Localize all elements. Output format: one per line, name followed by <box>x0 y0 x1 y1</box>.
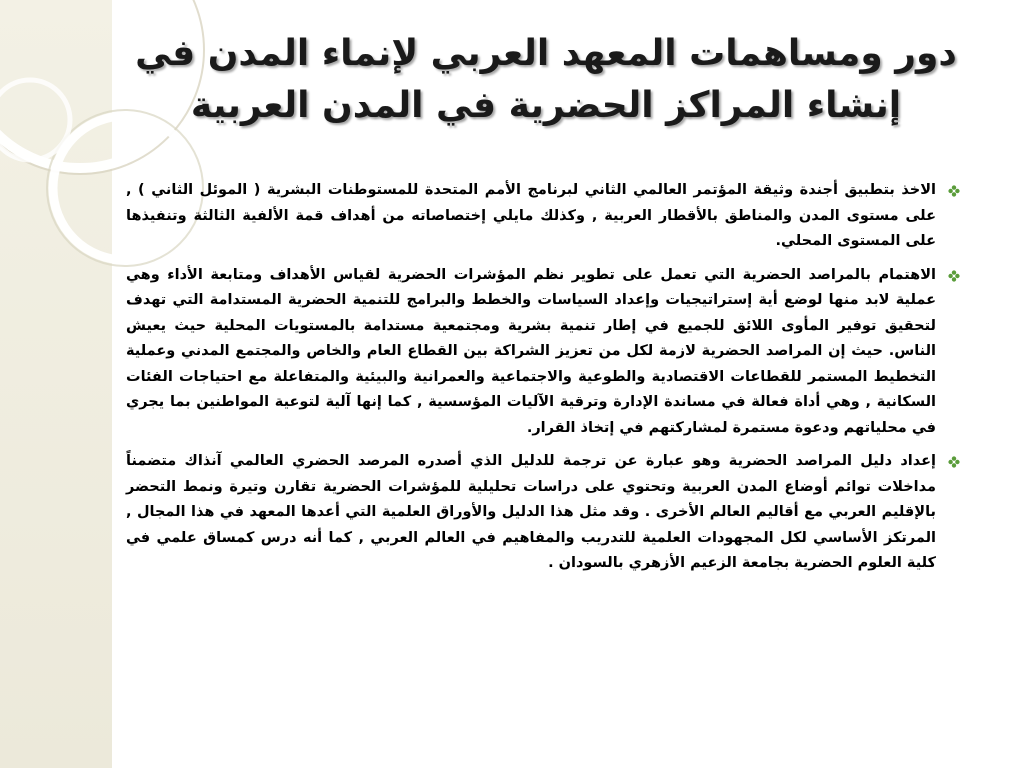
bullet-item-2 <box>126 263 962 442</box>
diamond-flower-bullet-icon <box>948 185 960 197</box>
bullet-text-2: الاهتمام بالمراصد الحضرية التي تعمل على تطوير نظم المؤشرات الحضرية لقياس الأهداف ومتابعة الأداء وهي عملية لابد منها لوضع أية إستراتيجيات وإعداد السياسات والخطط والبرامج للتنمية الحضرية المستدامة التي تهدف لتحقيق توفير المأوى اللائق للجميع في إطار تنمية بشرية ومجتمعية مستدامة بالمستويات المحلية حيث يعيش الناس. حيث إن المراصد الحضرية لازمة لكل من تعزيز الشراكة بين القطاع العام والخاص والمجتمع المدني وعملية التخطيط المستمر للقطاعات الاقتصادية والطوعية والاجتماعية والعمرانية والبيئية والمتفاعلة مع احتياجات الفئات السكانية , وهي أداة فعالة في مساندة الإدارة وترقية الآليات المؤسسية , كما إنها آلية لتوعية المواطنين بما يجري في محلياتهم ودعوة مستمرة لمشاركتهم في إتخاذ القرار. <box>126 266 936 436</box>
diamond-flower-bullet-icon <box>948 270 960 282</box>
bullet-item-1 <box>126 178 962 255</box>
bullet-item-3 <box>126 449 962 577</box>
slide-title: دور ومساهمات المعهد العربي لإنماء المدن في إنشاء المراكز الحضرية في المدن العربية <box>135 33 957 126</box>
bullet-text-3: إعداد دليل المراصد الحضرية وهو عبارة عن ترجمة للدليل الذي أصدره المرصد الحضري العالمي آنذاك متضمناً مداخلات توائم أوضاع المدن العربية وتحتوي على دراسات تحليلية للمؤشرات الحضرية تقارن وتيرة ونمط التحضر بالإقليم العربي مع أقاليم العالم الأخرى . وقد مثل هذا الدليل والأوراق العلمية التي أعدها المعهد في هذا المجال , المرتكز الأساسي لكل المجهودات العلمية للتدريب والمفاهيم في العالم العربي , كما أنه درس كمساق علمي في كلية العلوم الحضرية بجامعة الزعيم الأزهري بالسودان . <box>126 453 936 571</box>
bullet-list <box>126 178 962 585</box>
bullet-text-1: الاخذ بتطبيق أجندة وثيقة المؤتمر العالمي الثاني لبرنامج الأمم المتحدة للمستوطنات البشرية ( الموئل الثاني ) , على مستوى المدن والمناطق بالأقطار العربية , وكذلك مايلي إختصاصاته من أهداف قمة الألفية الثالثة وتنفيذها على المستوى المحلي. <box>126 182 936 249</box>
diamond-flower-bullet-icon <box>948 456 960 468</box>
